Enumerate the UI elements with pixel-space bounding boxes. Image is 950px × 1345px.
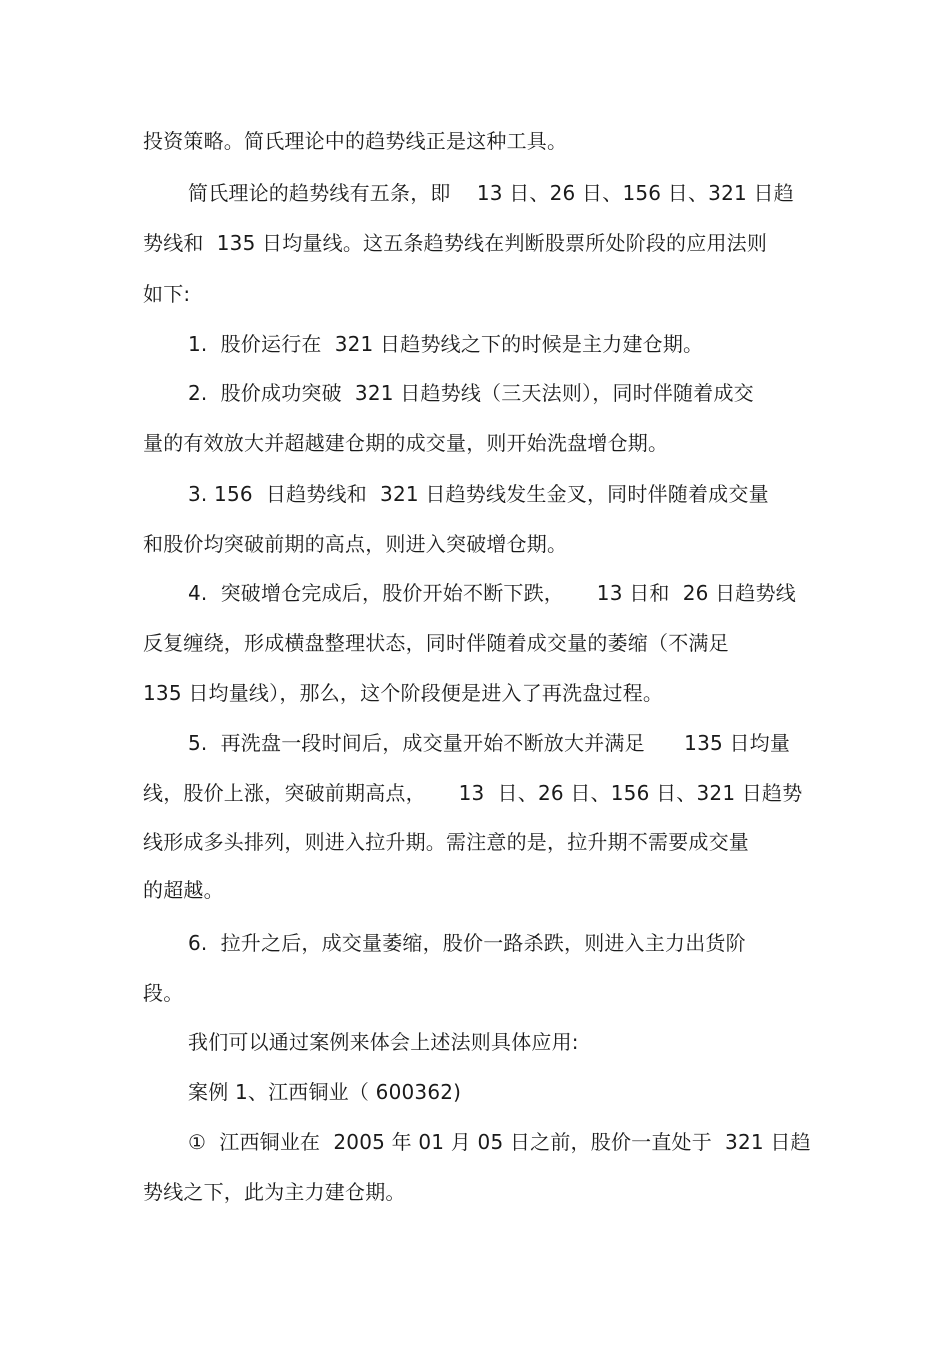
text-line-7: 量的有效放大并超越建仓期的成交量，则开始洗盘增仓期。 bbox=[143, 431, 669, 455]
text-line-15: 线形成多头排列，则进入拉升期。需注意的是，拉升期不需要成交量 bbox=[143, 830, 749, 854]
text-line-4: 如下: bbox=[143, 282, 191, 306]
text-line-14: 线，股价上涨，突破前期高点， 13 日、26 日、156 日、321 日趋势 bbox=[143, 781, 803, 805]
text-line-2: 简氏理论的趋势线有五条，即 13 日、26 日、156 日、321 日趋 bbox=[188, 181, 794, 205]
text-line-21: ① 江西铜业在 2005 年 01 月 05 日之前，股价一直处于 321 日趋 bbox=[188, 1130, 811, 1154]
text-line-16: 的超越。 bbox=[143, 878, 224, 902]
text-line-13: 5. 再洗盘一段时间后，成交量开始不断放大并满足 135 日均量 bbox=[188, 731, 791, 755]
text-line-19: 我们可以通过案例来体会上述法则具体应用: bbox=[188, 1030, 579, 1054]
text-line-6: 2. 股价成功突破 321 日趋势线（三天法则），同时伴随着成交 bbox=[188, 381, 754, 405]
text-line-8: 3. 156 日趋势线和 321 日趋势线发生金叉，同时伴随着成交量 bbox=[188, 482, 769, 506]
text-line-1: 投资策略。简氏理论中的趋势线正是这种工具。 bbox=[143, 129, 568, 153]
text-line-18: 段。 bbox=[143, 981, 184, 1005]
text-line-10: 4. 突破增仓完成后，股价开始不断下跌， 13 日和 26 日趋势线 bbox=[188, 581, 796, 605]
text-line-22: 势线之下，此为主力建仓期。 bbox=[143, 1180, 406, 1204]
text-line-3: 势线和 135 日均量线。这五条趋势线在判断股票所处阶段的应用法则 bbox=[143, 231, 768, 255]
text-line-12: 135 日均量线），那么，这个阶段便是进入了再洗盘过程。 bbox=[143, 681, 664, 705]
text-line-20: 案例 1、江西铜业（ 600362) bbox=[188, 1080, 462, 1104]
text-line-17: 6. 拉升之后，成交量萎缩，股价一路杀跌，则进入主力出货阶 bbox=[188, 931, 746, 955]
text-line-9: 和股价均突破前期的高点，则进入突破增仓期。 bbox=[143, 532, 568, 556]
text-line-5: 1. 股价运行在 321 日趋势线之下的时候是主力建仓期。 bbox=[188, 332, 704, 356]
text-line-11: 反复缠绕，形成横盘整理状态，同时伴随着成交量的萎缩（不满足 bbox=[143, 631, 729, 655]
